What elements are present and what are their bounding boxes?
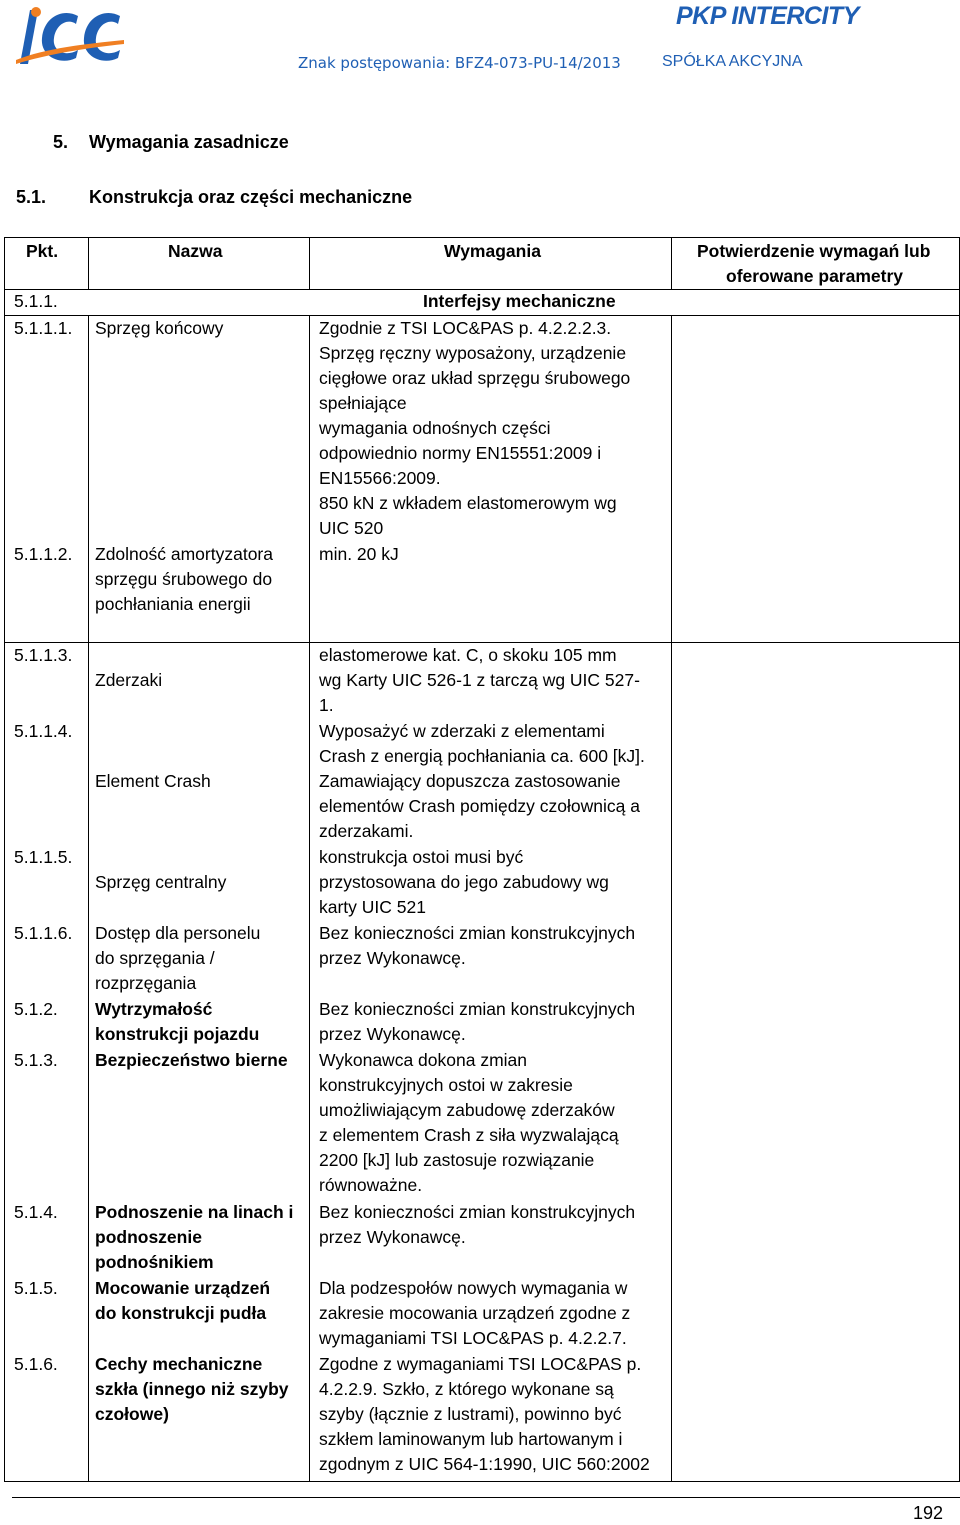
row-requirement-line: przez Wykonawcę. [319, 1024, 466, 1044]
section-heading [53, 132, 289, 153]
row-name-line: czołowe) [95, 1404, 169, 1424]
table-border-bottom [4, 1481, 960, 1482]
row-name-line: podnośnikiem [95, 1252, 214, 1272]
row-number: 5.1.1.3. [14, 645, 73, 665]
row-requirement-line: zakresie mocowania urządzeń zgodne z [319, 1303, 631, 1323]
row-name-line: Cechy mechaniczne [95, 1354, 263, 1374]
row-requirement-line: Wykonawca dokona zmian [319, 1050, 528, 1070]
row-requirement-line: Bez konieczności zmian konstrukcyjnych [319, 1202, 636, 1222]
row-requirement-line: Zgodnie z TSI LOC&PAS p. 4.2.2.2.3. [319, 318, 612, 338]
row-number: 5.1.5. [14, 1278, 58, 1298]
row-name-line: do konstrukcji pudła [95, 1303, 267, 1323]
subsection-number: 5.1. [16, 187, 47, 207]
header-pkt: Pkt. [26, 241, 59, 261]
section-number: 5. [53, 132, 69, 152]
row-requirement-line: 4.2.2.9. Szkło, z którego wykonane są [319, 1379, 614, 1399]
col-divider [671, 315, 672, 1482]
header-confirmation: Potwierdzenie wymagań lub [697, 241, 931, 261]
row-name-line: Sprzęg centralny [95, 872, 227, 892]
group-title: Interfejsy mechaniczne [423, 291, 616, 311]
row-requirement-line: karty UIC 521 [319, 897, 426, 917]
company-form: SPÓŁKA AKCYJNA [662, 53, 803, 70]
row-requirement-line: Zgodne z wymaganiami TSI LOC&PAS p. [319, 1354, 642, 1374]
row-requirement-line: Wyposażyć w zderzaki z elementami [319, 721, 605, 741]
row-requirement-line: elementów Crash pomiędzy czołownicą a [319, 796, 640, 816]
row-name-line: Mocowanie urządzeń [95, 1278, 271, 1298]
row-name-line: rozprzęgania [95, 973, 197, 993]
header-confirmation: oferowane parametry [726, 266, 904, 286]
footer-rule [12, 1497, 960, 1498]
row-name-line: podnoszenie [95, 1227, 202, 1247]
row-requirement-line: z elementem Crash z siła wyzwalającą [319, 1125, 619, 1145]
table-border-left [4, 237, 5, 1482]
row-requirement-line: wymaganiami TSI LOC&PAS p. 4.2.2.7. [319, 1328, 627, 1348]
row-name-line: sprzęgu śrubowego do [95, 569, 273, 589]
brand-name: PKP INTERCITY [676, 2, 859, 30]
table-border-top [4, 237, 960, 238]
row-name-line: Sprzęg końcowy [95, 318, 224, 338]
row-number: 5.1.1.6. [14, 923, 73, 943]
company-logo [16, 4, 126, 68]
row-requirement-line: Zamawiający dopuszcza zastosowanie [319, 771, 621, 791]
subsection-title: Konstrukcja oraz części mechaniczne [89, 187, 413, 207]
row-requirement-line: elastomerowe kat. C, o skoku 105 mm [319, 645, 617, 665]
row-requirement-line: przystosowana do jego zabudowy wg [319, 872, 609, 892]
row-name-line: szkła (innego niż szyby [95, 1379, 289, 1399]
header-name: Nazwa [168, 241, 223, 261]
row-requirement-line: szyby (łącznie z lustrami), powinno być [319, 1404, 622, 1424]
row-number: 5.1.1.2. [14, 544, 73, 564]
row-requirement-line: równoważne. [319, 1175, 423, 1195]
row-name-line: Zderzaki [95, 670, 163, 690]
row-requirement-line: Dla podzespołów nowych wymagania w [319, 1278, 628, 1298]
row-requirement-line: wymagania odnośnych części [319, 418, 551, 438]
header-requirements: Wymagania [444, 241, 541, 261]
col-divider [309, 237, 310, 289]
row-name-line: Wytrzymałość [95, 999, 213, 1019]
row-name-line: pochłaniania energii [95, 594, 251, 614]
row-name-line: Zdolność amortyzatora [95, 544, 273, 564]
row-requirement-line: EN15566:2009. [319, 468, 441, 488]
row-name-line: Podnoszenie na linach i [95, 1202, 294, 1222]
row-requirement-line: konstrukcyjnych ostoi w zakresie [319, 1075, 573, 1095]
requirements-table [4, 237, 960, 1482]
row-requirement-line: przez Wykonawcę. [319, 948, 466, 968]
row-requirement-line: spełniające [319, 393, 407, 413]
row-name-line: Bezpieczeństwo bierne [95, 1050, 288, 1070]
col-divider [309, 315, 310, 1482]
row-requirement-line: Crash z energią pochłaniania ca. 600 [kJ]. [319, 746, 645, 766]
col-divider [88, 315, 89, 1482]
col-divider [671, 237, 672, 289]
row-number: 5.1.6. [14, 1354, 58, 1374]
row-number: 5.1.1.4. [14, 721, 73, 741]
row-requirement-line: Sprzęg ręczny wyposażony, urządzenie [319, 343, 627, 363]
row-name-line: do sprzęgania / [95, 948, 215, 968]
row-number: 5.1.4. [14, 1202, 58, 1222]
row-number: 5.1.1.1. [14, 318, 73, 338]
row-requirement-line: wg Karty UIC 526-1 z tarczą wg UIC 527- [319, 670, 640, 690]
subsection-heading [16, 187, 412, 208]
row-requirement-line: min. 20 kJ [319, 544, 399, 564]
col-divider [88, 237, 89, 289]
row-name-line: Element Crash [95, 771, 211, 791]
row-requirement-line: szkłem laminowanym lub hartowanym i [319, 1429, 623, 1449]
row-requirement-line: odpowiednio normy EN15551:2009 i [319, 443, 602, 463]
row-requirement-line: Bez konieczności zmian konstrukcyjnych [319, 999, 636, 1019]
row-requirement-line: przez Wykonawcę. [319, 1227, 466, 1247]
row-requirement-line: konstrukcja ostoi musi być [319, 847, 524, 867]
row-number: 5.1.1.5. [14, 847, 73, 867]
row-number: 5.1.3. [14, 1050, 58, 1070]
procurement-reference: Znak postępowania: BFZ4-073-PU-14/2013 [298, 54, 621, 72]
section-title: Wymagania zasadnicze [89, 132, 289, 152]
page-number: 192 [913, 1503, 944, 1523]
row-requirement-line: 2200 [kJ] lub zastosuje rozwiązanie [319, 1150, 595, 1170]
row-requirement-line: Bez konieczności zmian konstrukcyjnych [319, 923, 636, 943]
row-requirement-line: 1. [319, 695, 334, 715]
row-requirement-line: 850 kN z wkładem elastomerowym wg [319, 493, 617, 513]
row-name-line: konstrukcji pojazdu [95, 1024, 260, 1044]
row-name-line: Dostęp dla personelu [95, 923, 261, 943]
row-requirement-line: cięgłowe oraz układ sprzęgu śrubowego [319, 368, 631, 388]
group-number: 5.1.1. [14, 291, 58, 311]
row-requirement-line: zgodnym z UIC 564-1:1990, UIC 560:2002 [319, 1454, 650, 1474]
row-requirement-line: UIC 520 [319, 518, 384, 538]
row-requirement-line: umożliwiającym zabudowę zderzaków [319, 1100, 615, 1120]
row-requirement-line: zderzakami. [319, 821, 414, 841]
row-number: 5.1.2. [14, 999, 58, 1019]
